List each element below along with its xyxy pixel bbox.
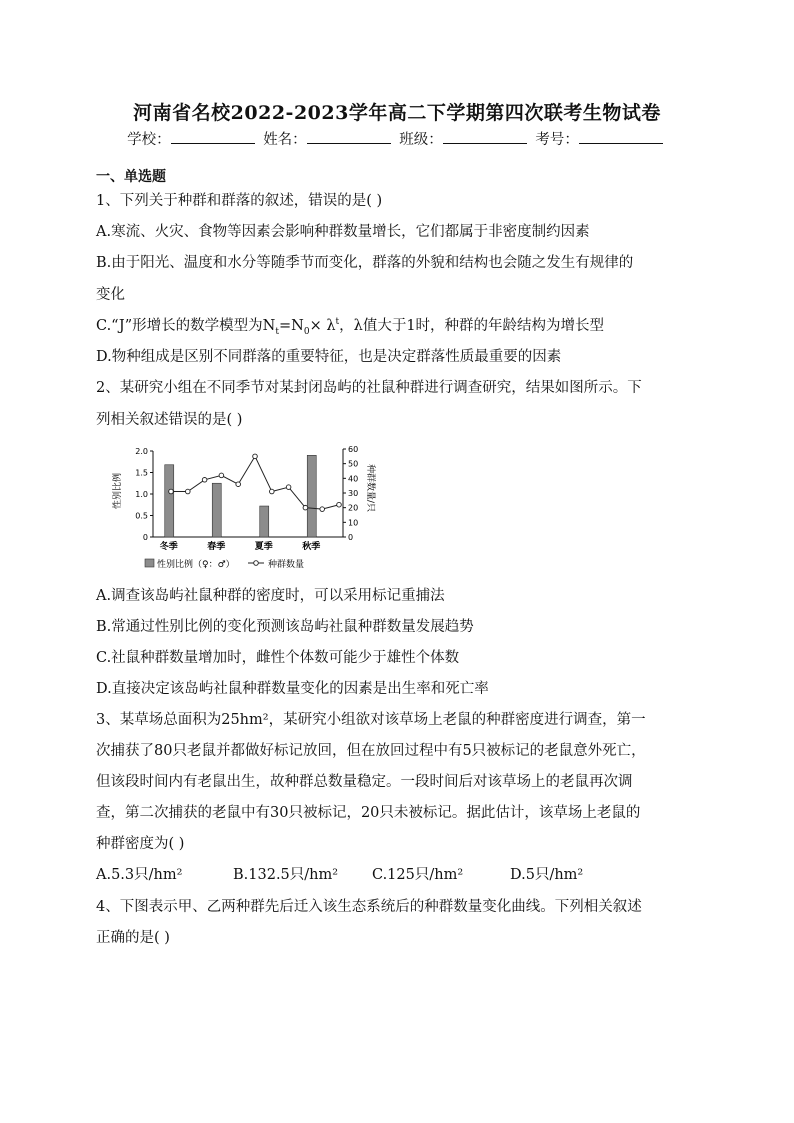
population-point [219,473,224,478]
q1-option-b-line2: 变化 [96,287,125,303]
right-tick-label: 60 [348,445,359,454]
school-blank[interactable] [171,129,255,144]
q3-line1: 3、某草场总面积为25hm²，某研究小组欲对该草场上老鼠的种群密度进行调查，第一 [96,712,646,728]
q1-c-text-1: C.“J”形增长的数学模型为N [96,318,276,334]
name-blank[interactable] [307,129,391,144]
q2-stem-line2: 列相关叙述错误的是( ) [96,412,243,428]
population-point [303,505,308,510]
right-tick-label: 30 [348,489,359,498]
student-info [0,128,794,149]
left-tick-label: 1.5 [135,468,148,478]
population-chart [108,443,375,573]
right-tick-label: 40 [348,474,359,484]
population-point [320,507,325,512]
season-label: 春季 [207,542,226,552]
population-point [186,489,191,494]
legend-bar-swatch [145,559,154,567]
q1-c-text-3: × λ [309,318,336,334]
season-label: 夏季 [254,542,273,552]
left-tick-label: 0 [142,533,148,542]
school-label: 学校： [127,132,171,148]
q2-option-d: D.直接决定该岛屿社鼠种群数量变化的因素是出生率和死亡率 [96,681,489,697]
q4-line2: 正确的是( ) [96,930,170,946]
legend-line-label: 种群数量 [268,560,305,570]
class-label: 班级： [399,132,443,148]
season-label: 冬季 [159,542,178,552]
population-point [169,489,174,494]
q3-option-c: C.125只/hm² [372,867,464,883]
q1-c-text-2: =N [278,318,304,334]
population-point [286,485,291,490]
right-tick-label: 20 [348,503,359,513]
q3-line4: 查，第二次捕获的老鼠中有30只被标记，20只未被标记。据此估计，该草场上老鼠的 [96,805,641,821]
q1-stem: 1、下列关于种群和群落的叙述，错误的是( ) [96,193,383,209]
q2-option-b: B.常通过性别比例的变化预测该岛屿社鼠种群数量发展趋势 [96,619,474,635]
right-axis-label: 种群数量/只 [365,463,375,513]
q1-option-a: A.寒流、火灾、食物等因素会影响种群数量增长，它们都属于非密度制约因素 [96,224,590,240]
left-axis-label: 性别比例 [113,472,123,510]
population-point [202,478,207,483]
legend-line-marker [254,561,259,566]
right-tick-label: 0 [348,533,354,542]
population-point [270,489,275,494]
q1-option-c [96,314,604,337]
q3-option-b: B.132.5只/hm² [233,867,339,883]
sex-ratio-bar [260,506,269,537]
q4-line1: 4、下图表示甲、乙两种群先后迁入该生态系统后的种群数量变化曲线。下列相关叙述 [96,899,642,915]
number-blank[interactable] [579,129,663,144]
number-label: 考号： [535,132,579,148]
sex-ratio-bar [212,483,221,537]
q1-c-sub-0: 0 [303,326,310,337]
left-tick-label: 1.0 [135,490,148,499]
q3-option-a: A.5.3只/hm² [96,867,183,883]
population-point [236,482,241,487]
q1-option-d: D.物种组成是区别不同群落的重要特征，也是决定群落性质最重要的因素 [96,349,562,365]
sex-ratio-bar [307,455,316,537]
q1-option-b-line1: B.由于阳光、温度和水分等随季节而变化，群落的外貌和结构也会随之发生有规律的 [96,255,634,271]
class-blank[interactable] [443,129,527,144]
sex-ratio-bar [165,465,174,537]
season-label: 秋季 [302,542,321,552]
legend-bar-label: 性别比例（♀：♂） [157,560,235,570]
q1-c-sup-t: t [335,317,340,328]
section-heading: 一、单选题 [96,169,166,185]
q3-line5: 种群密度为( ) [96,836,185,852]
q3-options [96,863,583,884]
name-label: 姓名： [263,132,307,148]
q3-option-d: D.5只/hm² [510,867,584,883]
left-tick-label: 2.0 [135,447,148,456]
q2-option-a: A.调查该岛屿社鼠种群的密度时，可以采用标记重捕法 [96,588,445,604]
q1-c-text-4: ，λ值大于1时，种群的年龄结构为增长型 [339,318,605,334]
right-tick-label: 10 [348,518,359,528]
q1-c-sub-t: t [275,326,279,337]
exam-title: 河南省名校2022-2023学年高二下学期第四次联考生物试卷 [133,102,661,124]
q2-stem-line1: 2、某研究小组在不同季节对某封闭岛屿的社鼠种群进行调查研究，结果如图所示。下 [96,380,642,396]
q2-option-c: C.社鼠种群数量增加时，雌性个体数可能少于雄性个体数 [96,650,460,666]
q3-line2: 次捕获了80只老鼠并都做好标记放回，但在放回过程中有5只被标记的老鼠意外死亡， [96,743,646,759]
right-tick-label: 50 [348,459,359,469]
q3-line3: 但该段时间内有老鼠出生，故种群总数量稳定。一段时间后对该草场上的老鼠再次调 [96,774,633,790]
left-tick-label: 0.5 [135,511,148,521]
population-point [253,454,258,459]
population-point [337,502,342,507]
